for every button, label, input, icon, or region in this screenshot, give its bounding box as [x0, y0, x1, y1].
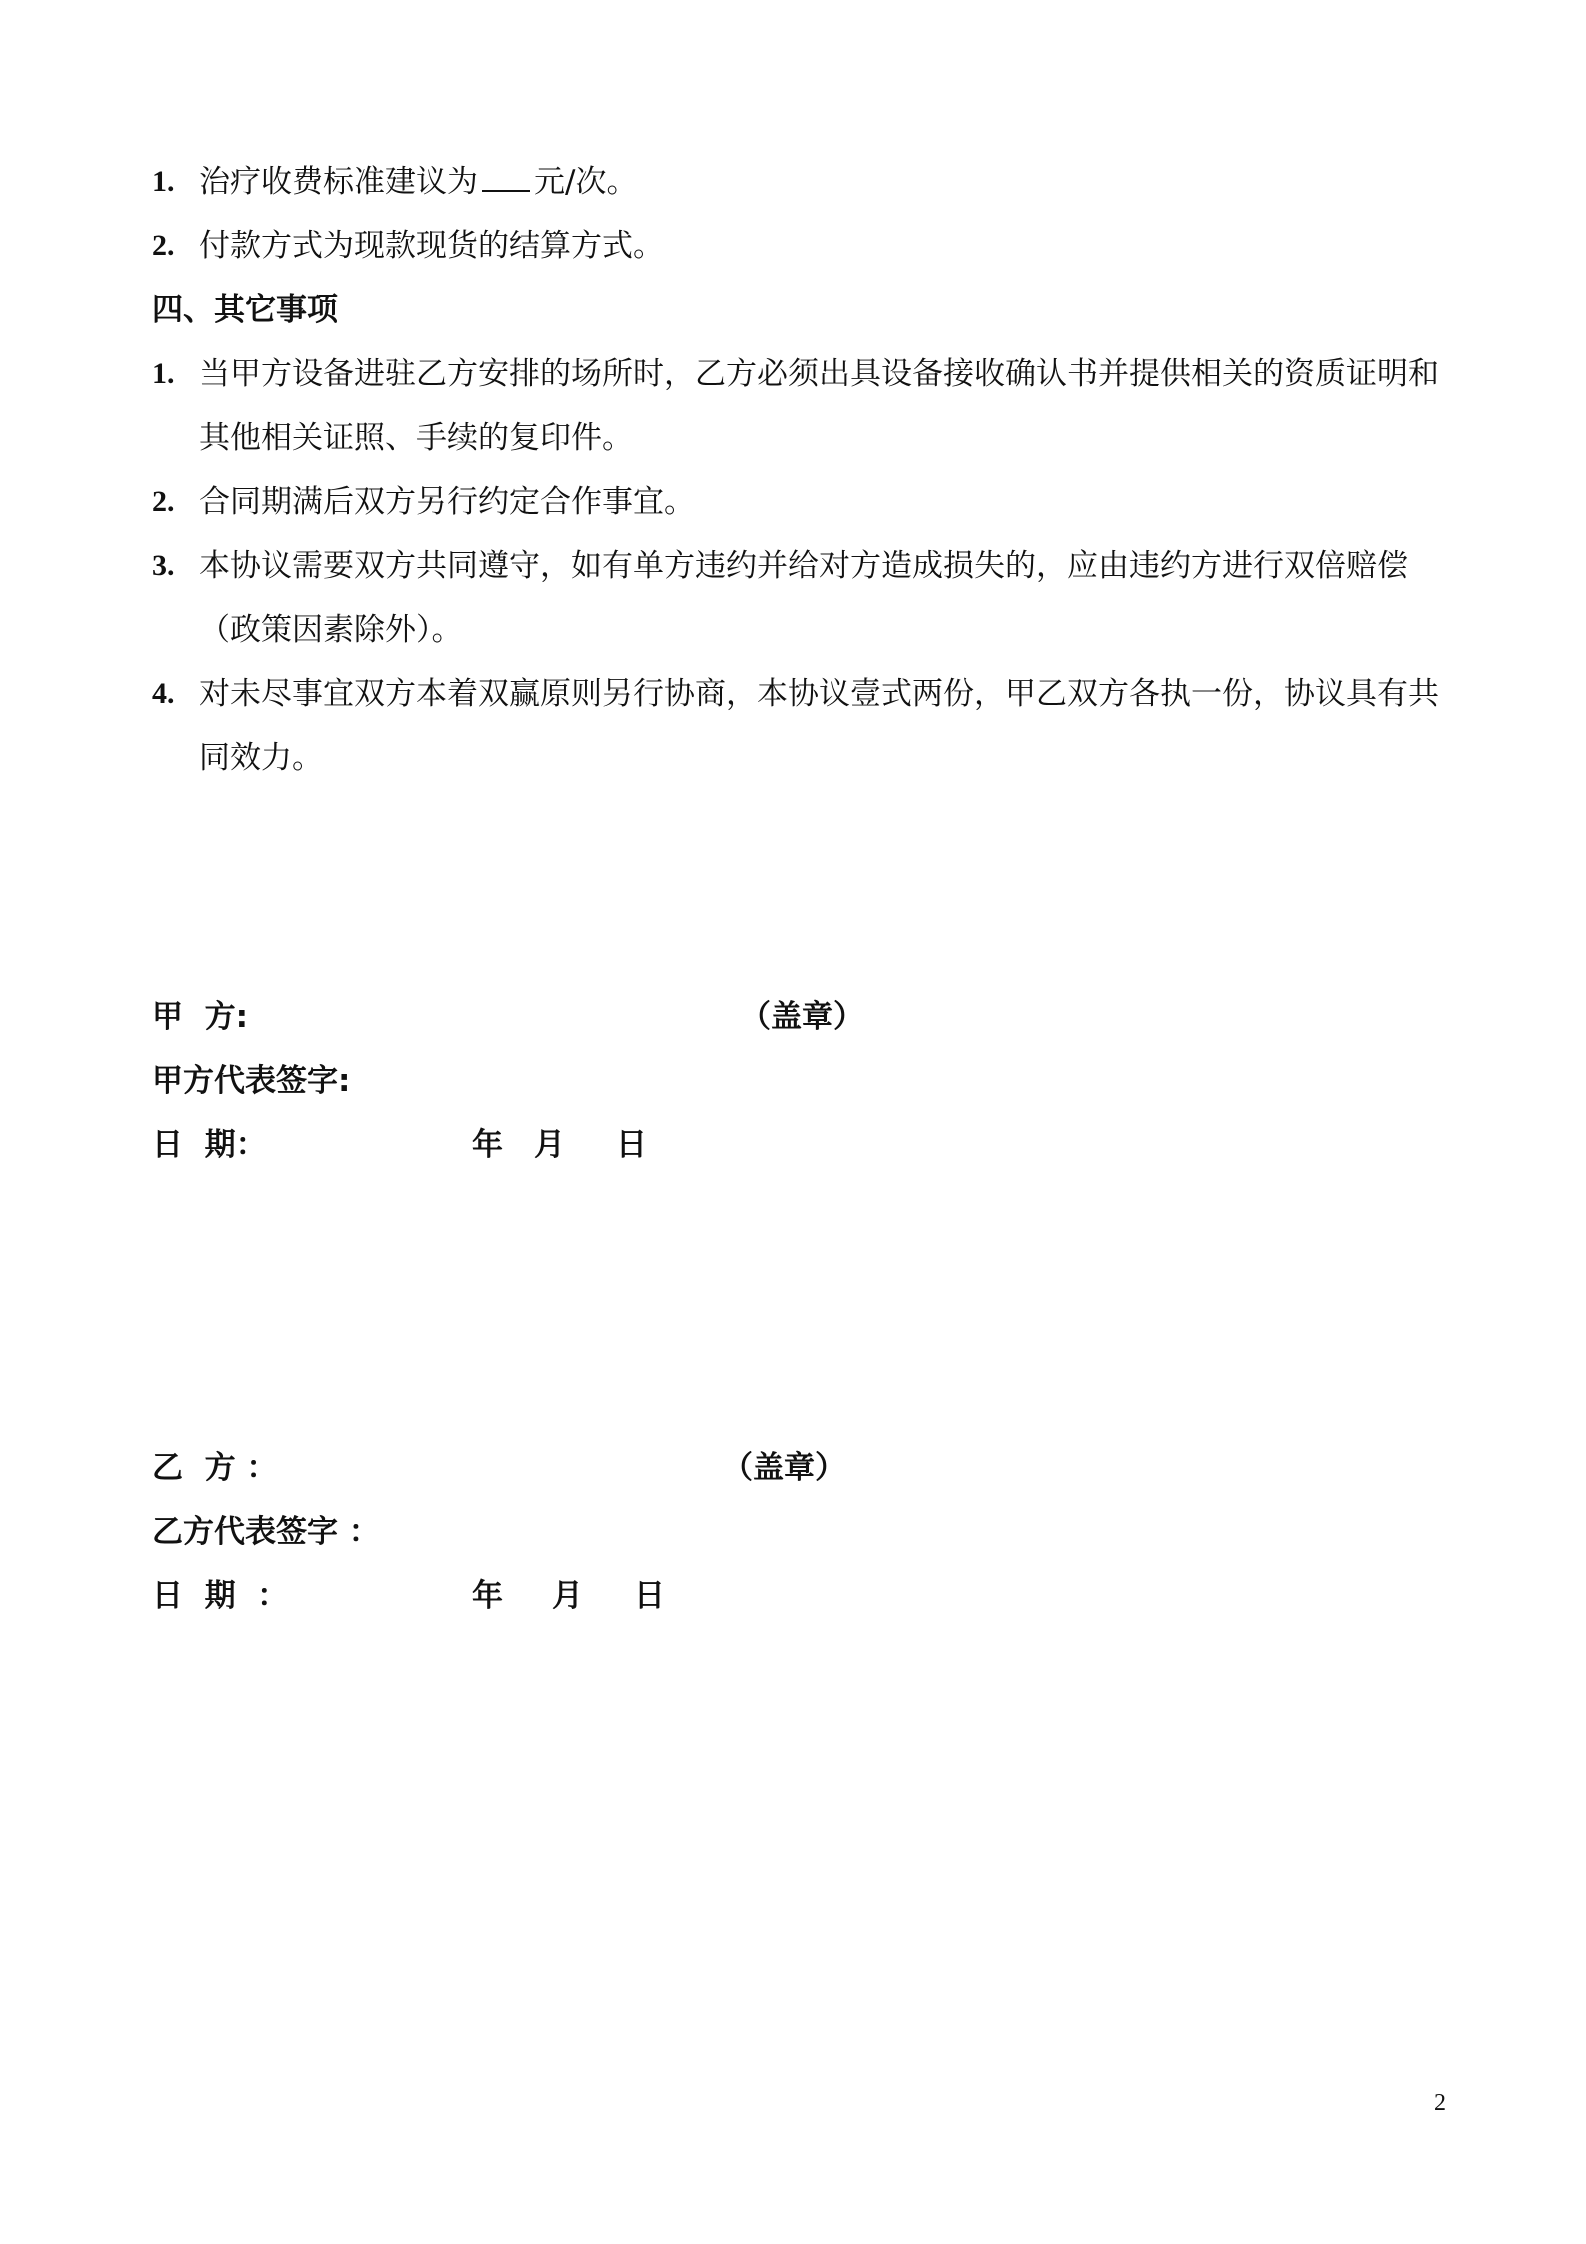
- item-number: 2.: [152, 485, 175, 518]
- list-item: [152, 342, 1452, 470]
- fee-text-after: 元/次。: [534, 164, 638, 200]
- party-a-date-label: 日 期：: [152, 1127, 267, 1163]
- party-b-year: 年: [472, 1578, 503, 1614]
- list-item: [152, 534, 1452, 662]
- party-a-label: 甲 方:: [152, 999, 248, 1035]
- party-a-rep-signature: 甲方代表签字:: [152, 1063, 351, 1099]
- fee-text-before: 治疗收费标准建议为: [199, 164, 478, 200]
- party-a-day: 日: [616, 1127, 647, 1163]
- section-heading: 四、其它事项: [152, 292, 338, 328]
- item-text: 对未尽事宜双方本着双赢原则另行协商，本协议壹式两份，甲乙双方各执一份，协议具有共同效力。: [199, 676, 1439, 776]
- list-item: [152, 470, 1452, 534]
- item-text: 合同期满后双方另行约定合作事宜。: [199, 484, 695, 520]
- fee-blank-line: [482, 162, 530, 192]
- fee-standard-item: [152, 150, 1452, 214]
- party-a-year: 年: [472, 1127, 503, 1163]
- party-b-date-label: 日 期 ：: [152, 1578, 289, 1614]
- item-text: 付款方式为现款现货的结算方式。: [199, 228, 664, 264]
- party-b-stamp: （盖章）: [722, 1450, 846, 1486]
- party-a-month: 月: [534, 1127, 565, 1163]
- item-number: 1.: [152, 357, 175, 390]
- party-b-day: 日: [634, 1578, 665, 1614]
- item-number: 4.: [152, 677, 175, 710]
- item-number: 1.: [152, 165, 175, 198]
- list-item: [152, 662, 1452, 790]
- party-b-label: 乙 方 ：: [152, 1450, 278, 1486]
- item-text: 当甲方设备进驻乙方安排的场所时，乙方必须出具设备接收确认书并提供相关的资质证明和其他相关证照、手续的复印件。: [199, 356, 1439, 456]
- payment-method-item: [152, 214, 1452, 278]
- item-text: 本协议需要双方共同遵守，如有单方违约并给对方造成损失的，应由违约方进行双倍赔偿（政策因素除外）。: [199, 548, 1408, 648]
- party-b-rep-signature: 乙方代表签字 ：: [152, 1514, 380, 1550]
- item-text: [199, 150, 1452, 214]
- item-number: 2.: [152, 229, 175, 262]
- party-b-month: 月: [552, 1578, 583, 1614]
- item-number: 3.: [152, 549, 175, 582]
- party-a-stamp: （盖章）: [740, 999, 864, 1035]
- page-number: 2: [1434, 2090, 1446, 2116]
